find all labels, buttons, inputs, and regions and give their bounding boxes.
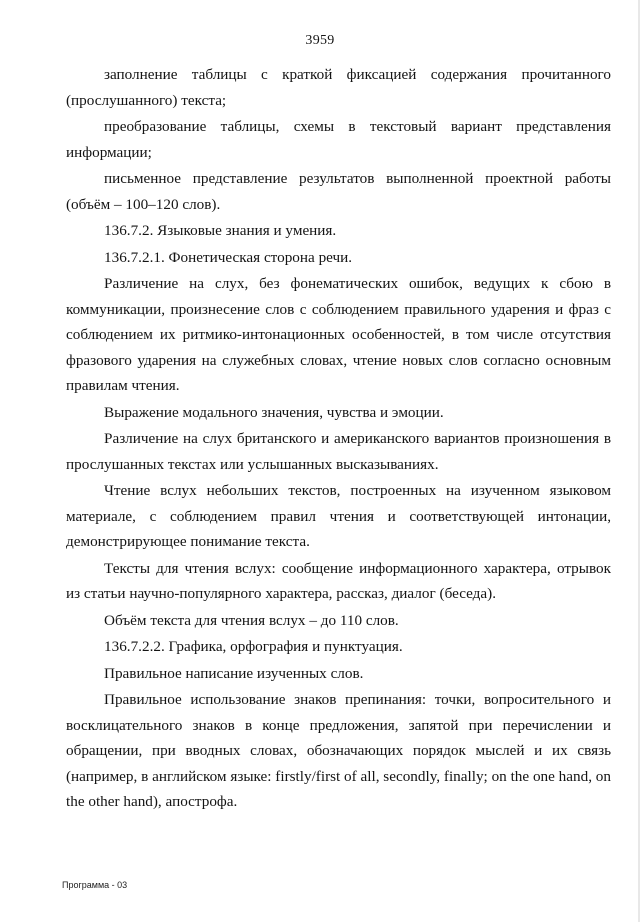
paragraph-written-project: письменное представление результатов выполненной проектной работы (объём – 100–120 слов). [66, 170, 611, 213]
paragraph-table-filling: заполнение таблицы с краткой фиксацией содержания прочитанного (прослушанного) текста; [66, 66, 611, 109]
section-heading-phonetics: 136.7.2.1. Фонетическая сторона речи. [104, 248, 353, 266]
paragraph-spelling: Правильное написание изученных слов. [104, 664, 364, 682]
paragraph-modal-meaning: Выражение модального значения, чувства и эмоции. [104, 403, 444, 421]
section-heading-graphics-orthography: 136.7.2.2. Графика, орфография и пунктуация. [104, 638, 403, 655]
paragraph-text-volume: Объём текста для чтения вслух – до 110 слов. [104, 611, 399, 629]
paragraph-reading-aloud: Чтение вслух небольших текстов, построенных на изученном языковом материале, с соблюдением правил чтения и соответствующей интонации, демонстрирующее понимание текста. [66, 482, 611, 550]
page-number: 3959 [305, 33, 335, 48]
paragraph-listening-discrimination: Различение на слух, без фонематических ошибок, ведущих к сбою в коммуникации, произнесение слов с соблюдением правильного ударения и фраз с соблюдением их ритмико-интонационных особенностей, в том числе отсутствия фразового ударения на служебных словах, чтение новых слов согласно основным правилам чтения. [66, 275, 611, 394]
section-heading-language-skills: 136.7.2. Языковые знания и умения. [104, 222, 337, 239]
paragraph-british-american: Различение на слух британского и американского вариантов произношения в прослушанных текстах или услышанных высказываниях. [66, 430, 611, 473]
paragraph-reading-texts: Тексты для чтения вслух: сообщение информационного характера, отрывок из статьи научно-популярного характера, рассказ, диалог (беседа). [66, 559, 611, 602]
document-body [66, 62, 611, 816]
paragraph-punctuation: Правильное использование знаков препинания: точки, вопросительного и восклицательного знаков в конце предложения, запятой при перечислении и обращении, при вводных словах, обозначающих порядок мыслей и их связь (например, в английском языке: firstly/first of all, secondly, finally; on the one hand, on the other hand), апострофа. [66, 691, 611, 810]
footer-label: Программа - 03 [62, 880, 128, 890]
paragraph-table-transformation: преобразование таблицы, схемы в текстовый вариант представления информации; [66, 118, 611, 161]
